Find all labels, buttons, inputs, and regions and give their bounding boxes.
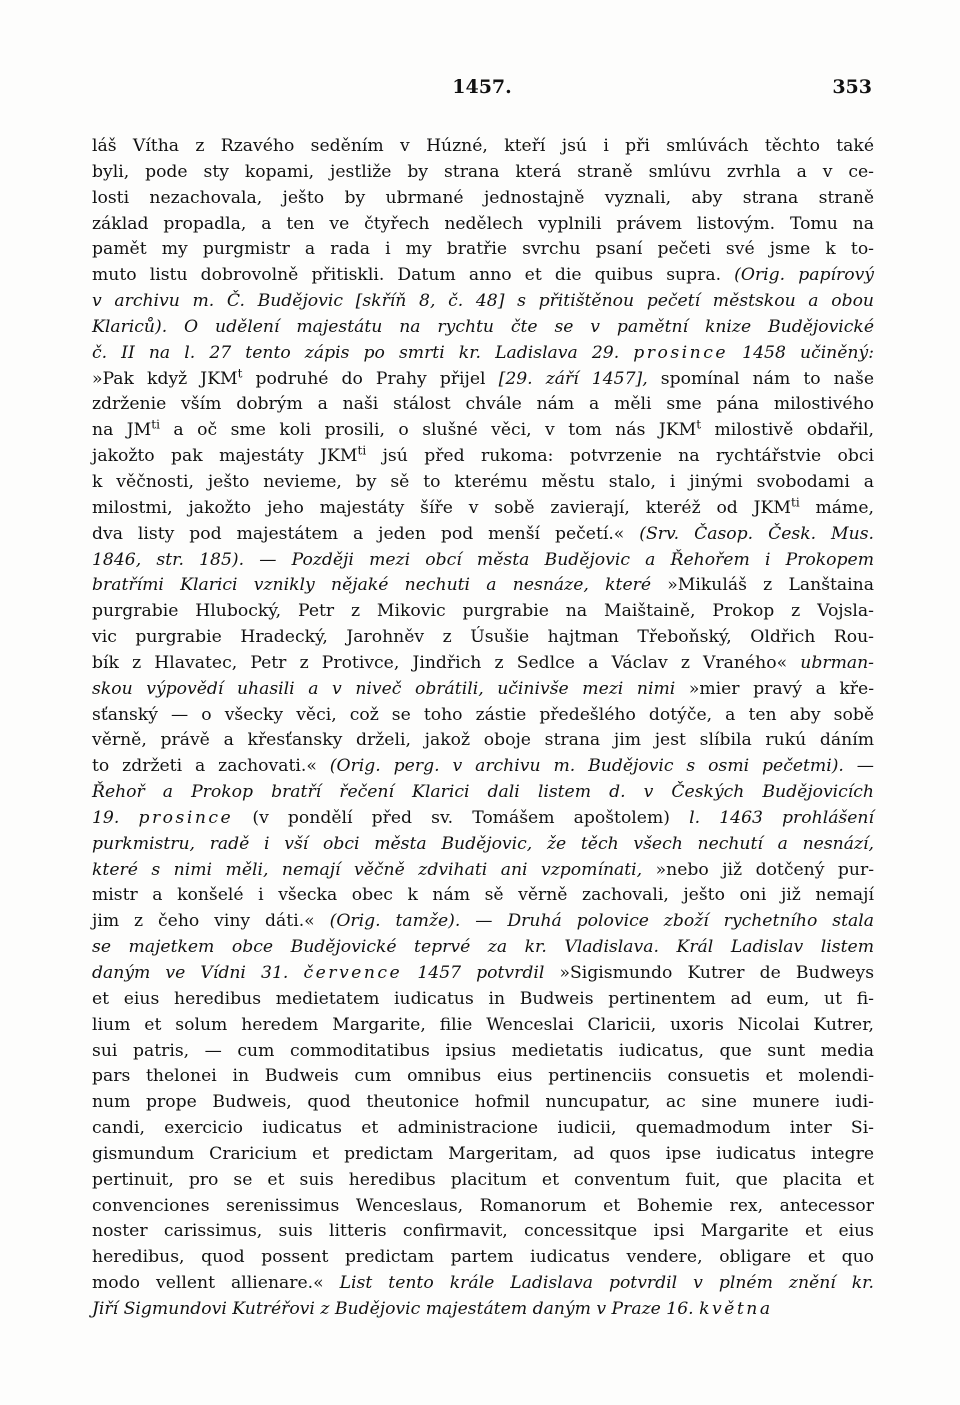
text-segment: num prope Budweis, quod theutonice hofmil nuncupatur, ac sine munere iudi- [92,1092,874,1113]
superscript-text: ti [357,443,367,458]
text-line [92,883,874,909]
text-segment: lium et solum heredem Margarite, filie Wenceslai Claricii, uxoris Nicolai Kutrer, [92,1014,874,1035]
text-segment: noster carissimus, suis litteris confirmavit, concessitque ipsi Margarite et eius [92,1221,874,1242]
text-line [92,1245,874,1271]
text-segment: k věčnosti, ješto nevieme, by sě to kterému městu stalo, i jinými svobodami a [92,471,874,492]
text-segment: dva listy pod majestátem a jeden pod menší pečetí.« [92,523,640,544]
text-segment: 19. [92,807,139,828]
text-segment: pamět my purgmistr a rada i my bratřie svrchu psaní pečeti své jsme k to- [92,239,874,260]
body-text [92,134,874,1323]
text-line [92,1142,874,1168]
text-line [92,651,874,677]
text-segment: purgrabie Hlubocký, Petr z Mikovic purgrabie na Maištaině, Prokop z Vojsla- [92,601,874,622]
text-line [92,392,874,418]
superscript-text: ti [151,417,160,432]
superscript-text: ti [790,495,800,510]
text-segment: které s nimi měli, nemají věčně zdvihati ani vzpomínati, [92,859,656,880]
text-segment: v archivu m. Č. Budějovic [skříň 8, č. 48] s přitištěnou pečetí městskou a obou [92,291,874,312]
text-line [92,935,874,961]
text-line [92,909,874,935]
text-line [92,806,874,832]
superscript-text: t [696,417,702,432]
text-segment: zdrženie vším dobrým a naši stálost chvále nám a měli sme pána milostivého [92,394,874,415]
text-line [92,1039,874,1065]
text-segment: Řehoř a Prokop bratří řečení Klarici dali listem d. v Českých Budějovicích [92,782,874,803]
text-segment: (Orig. tamže). — Druhá polovice zboží rychetního stala [329,911,874,932]
text-line [92,237,874,263]
text-line [92,625,874,651]
text-segment: »nebo již dotčený pur- [655,859,874,880]
text-segment: července [303,963,403,983]
text-segment: č. II na l. 27 tento zápis po smrti kr. Ladislava 29. [92,342,634,363]
text-line [92,263,874,289]
text-segment: milostmi, jakožto jeho majestáty šíře v sobě zavierají, kteréž od JKM [92,497,791,518]
text-segment: l. 1463 prohlášení [689,807,874,828]
text-line [92,134,874,160]
text-line [92,780,874,806]
page-number: 353 [832,76,872,98]
text-segment: milostivě obdařil, [701,420,874,441]
text-line [92,341,874,367]
text-segment: [29. září 1457], [498,368,648,389]
text-line [92,496,874,522]
text-line [92,1297,874,1323]
superscript-text: t [237,365,243,380]
text-segment: na JM [92,420,152,441]
text-segment: vic purgrabie Hradecký, Jarohněv z Úsušie hajtman Třeboňský, Oldřich Rou- [92,627,874,648]
text-line [92,573,874,599]
text-segment: láš Vítha z Rzavého seděním v Húzné, kteří jsú i při smlúvách těchto také [92,136,874,156]
text-line [92,677,874,703]
text-segment: (v pondělí před sv. Tomášem apoštolem) [233,807,690,828]
text-line [92,315,874,341]
text-line [92,1090,874,1116]
text-segment: jim z čeho viny dáti.« [92,911,330,932]
text-segment: heredibus, quod possent predictam partem iudicatus vendere, obligare et quo [92,1247,874,1268]
text-line [92,961,874,987]
text-segment: května [699,1298,773,1319]
text-segment: sui patris, — cum commoditatibus ipsius medietatis iudicatus, que sunt media [92,1040,874,1061]
text-segment: »mier pravý a kře- [688,678,874,699]
text-segment: »Mikuláš z Lanštaina [667,575,874,596]
text-segment: prosince [138,807,234,828]
text-line [92,212,874,238]
text-segment: purkmistru, radě i vší obci města Budějovic, že těch všech nechutí a nesnází, [92,833,874,854]
text-line [92,1271,874,1297]
text-segment: mistr a konšelé i všecka obec k nám sě věrně zachovali, ješto oni již nemají [92,885,874,906]
text-segment: convenciones serenissimus Wenceslaus, Romanorum et Bohemie rex, antecessor [92,1195,874,1216]
text-segment: pars thelonei in Budweis cum omnibus eius pertinenciis consuetis et molendi- [92,1066,874,1087]
text-segment: 1846, str. 185). — Později mezi obcí města Budějovic a Řehořem i Prokopem [92,549,874,570]
text-line [92,289,874,315]
text-segment: spomínal nám to naše [647,368,874,389]
text-segment: losti nezachovala, ješto by ubrmané jednostajně vyznali, aby strana straně [92,187,874,208]
text-segment: modo vellent allienare.« [92,1273,340,1294]
text-segment: bratřími Klarici vznikly nějaké nechuti a nesnáze, které [92,575,668,596]
text-segment: candi, exercicio iudicatus et administracione iudicii, quemadmodum inter Si- [92,1118,874,1139]
text-line [92,522,874,548]
text-line [92,1116,874,1142]
text-line [92,728,874,754]
text-segment: byli, pode sty kopami, jestliže by strana která straně smlúvu zvrhla a v ce- [92,161,874,182]
text-segment: se majetkem obce Budějovické teprvé za kr. Vladislava. Král Ladislav listem [92,937,874,958]
text-line [92,1194,874,1220]
text-line [92,754,874,780]
text-segment: gismundum Craricium et predictam Margeritam, ad quos ipse iudicatus integre [92,1143,874,1164]
text-segment: muto listu dobrovolně přitiskli. Datum anno et die quibus supra. [92,265,735,286]
text-segment: 1457 potvrdil [402,963,560,983]
text-line [92,444,874,470]
text-segment: máme, [799,497,874,518]
text-segment: základ propadla, a ten ve čtyřech nedělech vyplnili právem listovým. Tomu na [92,213,874,234]
text-line [92,160,874,186]
text-segment: Klariců). O udělení majestátu na rychtu čte se v pamětní knize Budějovické [92,316,874,337]
text-segment: 1458 učiněný: [728,342,874,363]
text-segment: a oč sme koli prosili, o slušné věci, v tom nás JKM [159,420,697,441]
text-segment: List tento krále Ladislava potvrdil v plném znění kr. [339,1273,874,1294]
text-segment: (Orig. papírový [734,265,874,286]
text-segment: daným ve Vídni 31. [92,963,304,983]
text-segment: »Sigismundo Kutrer de Budweys [559,963,875,983]
text-segment: Jiří Sigmundovi Kutréřovi z Budějovic majestátem daným v Praze 16. [92,1298,700,1319]
text-line [92,470,874,496]
header-year: 1457. [452,76,512,98]
text-line [92,186,874,212]
running-header [92,76,872,106]
text-line [92,1013,874,1039]
text-segment: jakožto pak majestáty JKM [92,446,358,467]
text-segment: skou výpovědí uhasili a v niveč obrátili, učinivše mezi nimi [92,678,689,699]
text-line [92,599,874,625]
text-segment: »Pak když JKM [92,368,238,389]
text-line [92,548,874,574]
text-segment: (Srv. Časop. Česk. Mus. [639,523,874,544]
text-line [92,858,874,884]
text-segment: podruhé do Prahy přijel [242,368,499,389]
text-segment: prosince [633,342,729,363]
text-line [92,367,874,393]
text-line [92,987,874,1013]
text-segment: jsú před rukoma: potvrzenie na rychtářstvie obci [366,446,874,467]
text-segment: ubrman- [800,652,874,673]
text-segment: pertinuit, pro se et suis heredibus placitum et conventum fuit, que placita et [92,1169,874,1190]
text-segment: (Orig. perg. v archivu m. Budějovic s osmi pečetmi). — [329,756,874,777]
text-segment: to zdržeti a zachovati.« [92,756,330,777]
text-line [92,1064,874,1090]
text-line [92,832,874,858]
text-segment: bík z Hlavatec, Petr z Protivce, Jindřich z Sedlce a Václav z Vraného« [92,652,801,673]
text-line [92,1219,874,1245]
text-line [92,418,874,444]
text-line [92,703,874,729]
text-segment: věrně, právě a křesťansky drželi, jakož oboje strana jim jest slíbila rukú dáním [92,730,874,751]
text-segment: sťanský — o všecky věci, což se toho zástie předešlého dotýče, a ten aby sobě [92,704,874,725]
text-segment: et eius heredibus medietatem iudicatus in Budweis pertinentem ad eum, ut fi- [92,988,874,1009]
text-line [92,1168,874,1194]
